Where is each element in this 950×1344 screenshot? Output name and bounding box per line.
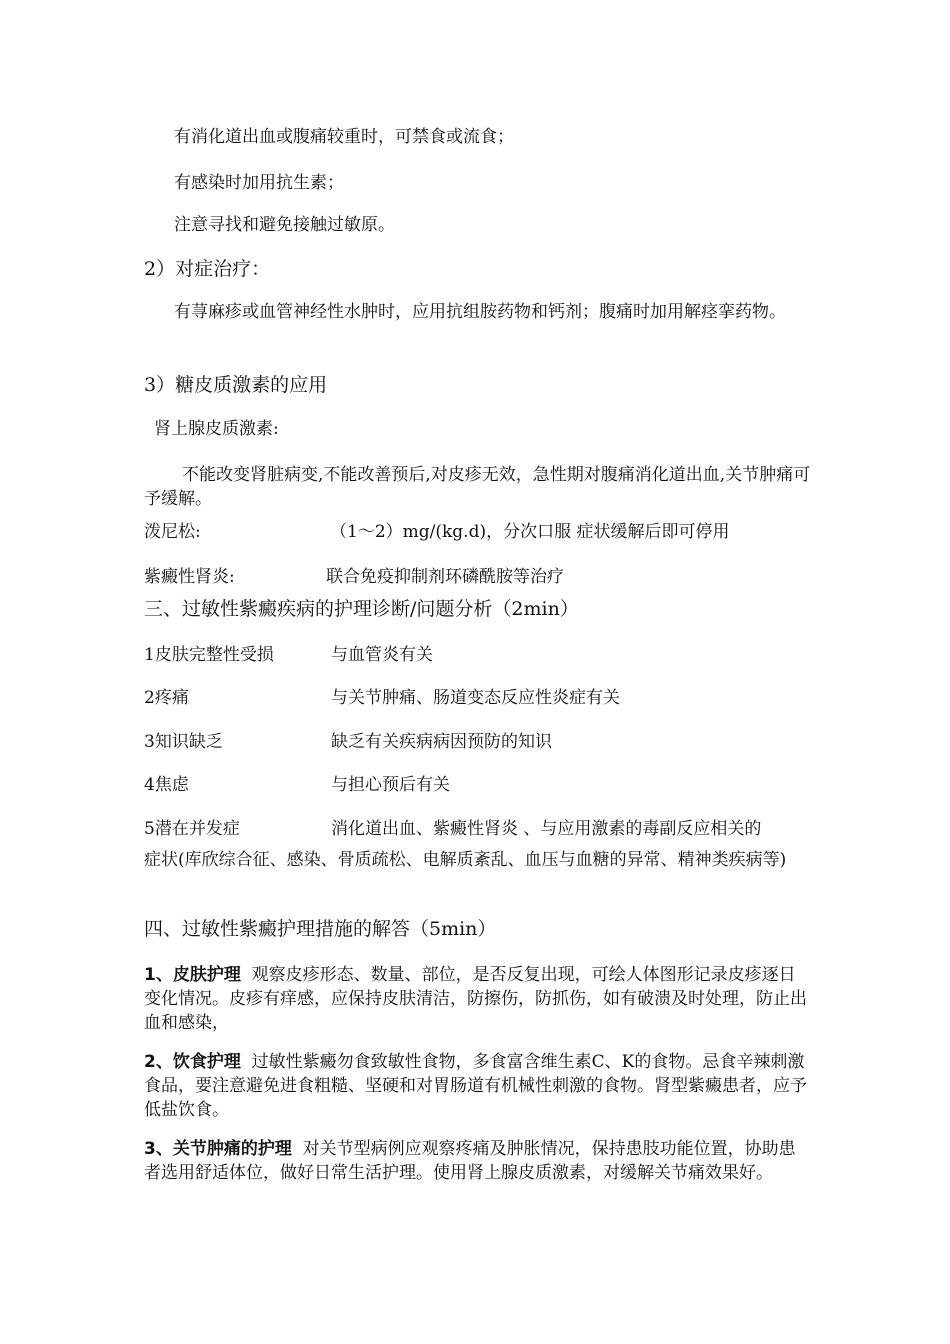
- measure-heading: 3、关节肿痛的护理: [144, 1139, 292, 1159]
- text-line: 有感染时加用抗生素；: [174, 173, 344, 193]
- nursing-measure: [144, 1050, 812, 1122]
- paragraph: 不能改变肾脏病变,不能改善预后,对皮疹无效，急性期对腹痛消化道出血,关节肿痛可予缓解。: [144, 465, 811, 509]
- measure-text: 观察皮疹形态、数量、部位，是否反复出现，可绘人体图形记录皮疹逐日变化情况。皮疹有痒感，应保持皮肤清洁，防擦伤，防抓伤，如有破溃及时处理，防止出血和感染，: [144, 965, 807, 1033]
- sub-label: 肾上腺皮质激素:: [154, 419, 279, 439]
- nursing-measure: [144, 963, 812, 1035]
- diagnosis-label: 4焦虑: [144, 775, 189, 795]
- condition-treatment: 联合免疫抑制剂环磷酰胺等治疗: [326, 567, 564, 587]
- subsection-heading: 2）对症治疗：: [144, 258, 271, 280]
- paragraph: 有荨麻疹或血管神经性水肿时，应用抗组胺药物和钙剂；腹痛时加用解痉挛药物。: [174, 302, 786, 322]
- diagnosis-value: 与担心预后有关: [331, 775, 450, 795]
- diagnosis-value: 缺乏有关疾病病因预防的知识: [331, 732, 552, 752]
- diagnosis-label: 2疼痛: [144, 688, 189, 708]
- text-line: 注意寻找和避免接触过敏原。: [174, 215, 395, 235]
- diagnosis-value: 与关节肿痛、肠道变态反应性炎症有关: [331, 688, 620, 708]
- text-line: 有消化道出血或腹痛较重时，可禁食或流食；: [174, 127, 514, 147]
- measure-spacer: [241, 965, 252, 985]
- measure-text: 过敏性紫癜勿食致敏性食物，多食富含维生素C、K的食物。忌食辛辣刺激食品，要注意避免进食粗糙、坚硬和对胃肠道有机械性刺激的食物。肾型紫癜患者，应予低盐饮食。: [144, 1052, 807, 1120]
- diagnosis-continuation: 症状(库欣综合征、感染、骨质疏松、电解质紊乱、血压与血糖的异常、精神类疾病等): [144, 850, 787, 870]
- diagnosis-value: 与血管炎有关: [331, 645, 433, 665]
- measure-spacer: [292, 1139, 303, 1159]
- section-title: 三、过敏性紫癜疾病的护理诊断/问题分析（2min）: [144, 598, 579, 620]
- diagnosis-label: 1皮肤完整性受损: [144, 645, 274, 665]
- diagnosis-label: 5潜在并发症: [144, 819, 240, 839]
- subsection-heading: 3）糖皮质激素的应用: [144, 374, 328, 396]
- measure-text: 对关节型病例应观察疼痛及肿胀情况，保持患肢功能位置，协助患者选用舒适体位，做好日常生活护理。使用肾上腺皮质激素，对缓解关节痛效果好。: [144, 1139, 796, 1183]
- diagnosis-value: 消化道出血、紫癜性肾炎 、与应用激素的毒副反应相关的: [331, 819, 762, 839]
- measure-heading: 1、皮肤护理: [144, 965, 241, 985]
- measure-heading: 2、饮食护理: [144, 1052, 241, 1072]
- drug-dosage: （1～2）mg/(kg.d)，分次口服 症状缓解后即可停用: [330, 522, 730, 542]
- condition-label: 紫癜性肾炎:: [144, 567, 235, 587]
- drug-label: 泼尼松:: [144, 522, 201, 542]
- section-title: 四、过敏性紫癜护理措施的解答（5min）: [144, 918, 497, 940]
- measure-spacer: [241, 1052, 252, 1072]
- nursing-measure: [144, 1137, 812, 1185]
- diagnosis-label: 3知识缺乏: [144, 732, 223, 752]
